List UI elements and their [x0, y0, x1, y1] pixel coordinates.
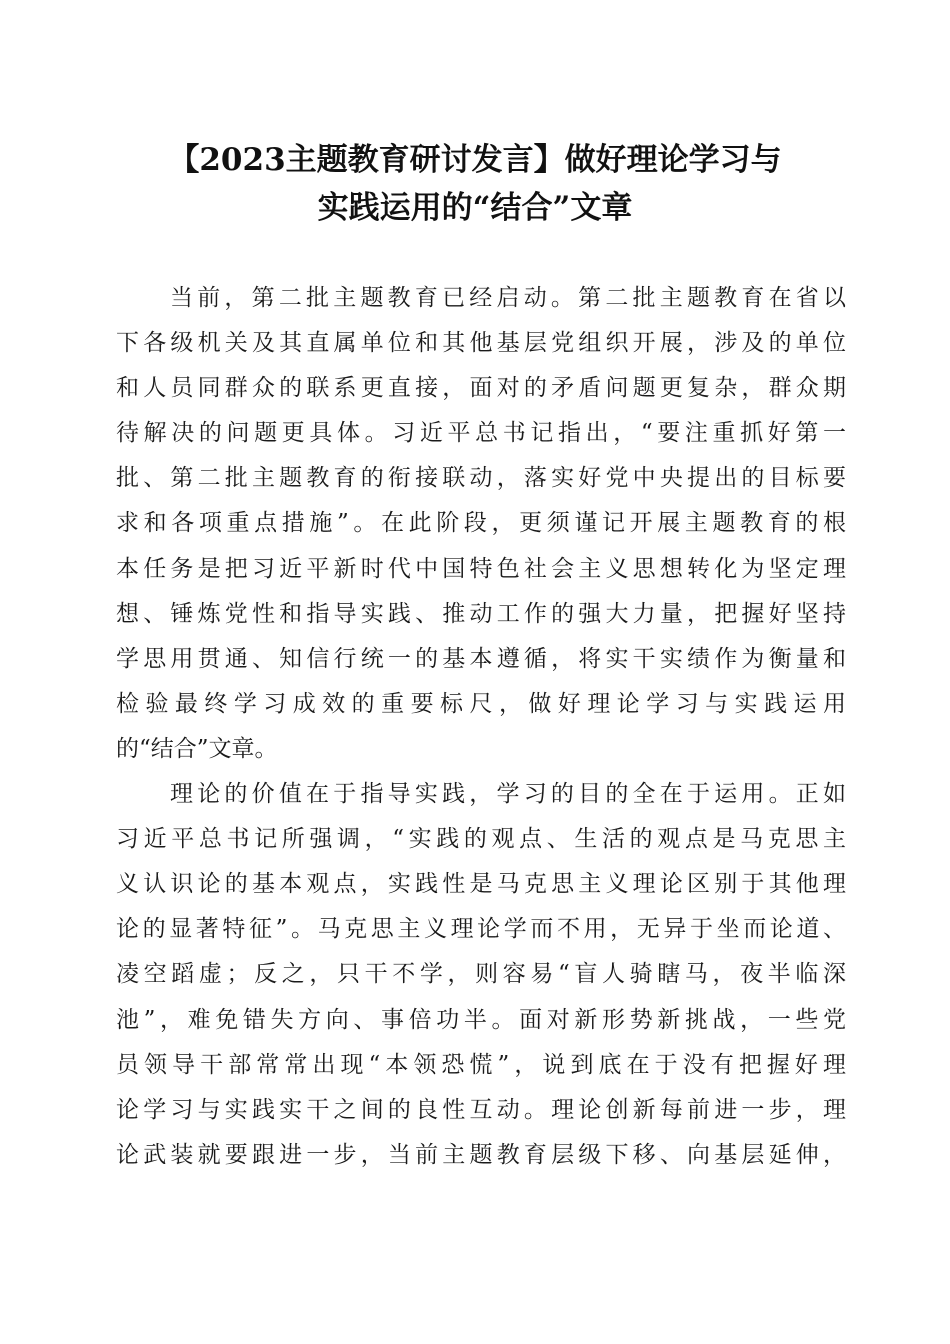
paragraph-line: 池”，难免错失方向、事倍功半。面对新形势新挑战，一些党 — [116, 1006, 846, 1033]
paragraph-line: 义认识论的基本观点，实践性是马克思主义理论区别于其他理 — [116, 871, 846, 898]
paragraph-line: 当前，第二批主题教育已经启动。第二批主题教育在省以 — [170, 285, 846, 311]
paragraph-line: 想、锤炼党性和指导实践、推动工作的强大力量，把握好坚持 — [116, 600, 846, 627]
paragraph-line: 检验最终学习成效的重要标尺，做好理论学习与实践运用 — [116, 690, 846, 717]
paragraph-1 — [116, 276, 846, 772]
paragraph-line: 论的显著特征”。马克思主义理论学而不用，无异于坐而论道、 — [116, 916, 846, 943]
paragraph-line: 论学习与实践实干之间的良性互动。理论创新每前进一步，理 — [116, 1096, 846, 1123]
paragraph-line: 凌空蹈虚；反之，只干不学，则容易“盲人骑瞎马，夜半临深 — [116, 961, 846, 988]
title-line: 【2023主题教育研讨发言】做好理论学习与 — [168, 142, 782, 178]
paragraph-line: 和人员同群众的联系更直接，面对的矛盾问题更复杂，群众期 — [116, 375, 846, 402]
paragraph-line: 本任务是把习近平新时代中国特色社会主义思想转化为坚定理 — [116, 555, 846, 582]
document-body — [116, 276, 846, 1178]
paragraph-line: 下各级机关及其直属单位和其他基层党组织开展，涉及的单位 — [116, 330, 846, 357]
paragraph-line: 的“结合”文章。 — [116, 735, 278, 762]
paragraph-line: 批、第二批主题教育的衔接联动，落实好党中央提出的目标要 — [116, 465, 846, 492]
document-title — [60, 136, 890, 232]
paragraph-line: 员领导干部常常出现“本领恐慌”，说到底在于没有把握好理 — [116, 1051, 846, 1078]
paragraph-line: 理论的价值在于指导实践，学习的目的全在于运用。正如 — [170, 781, 846, 808]
paragraph-line: 待解决的问题更具体。习近平总书记指出，“要注重抓好第一 — [116, 420, 846, 447]
paragraph-line: 论武装就要跟进一步，当前主题教育层级下移、向基层延伸， — [116, 1141, 846, 1168]
paragraph-line: 学思用贯通、知信行统一的基本遵循，将实干实绩作为衡量和 — [116, 645, 846, 672]
paragraph-line: 求和各项重点措施”。在此阶段，更须谨记开展主题教育的根 — [116, 510, 846, 537]
paragraph-2 — [116, 772, 846, 1178]
title-line: 实践运用的“结合”文章 — [317, 190, 633, 226]
paragraph-line: 习近平总书记所强调，“实践的观点、生活的观点是马克思主 — [116, 826, 846, 853]
